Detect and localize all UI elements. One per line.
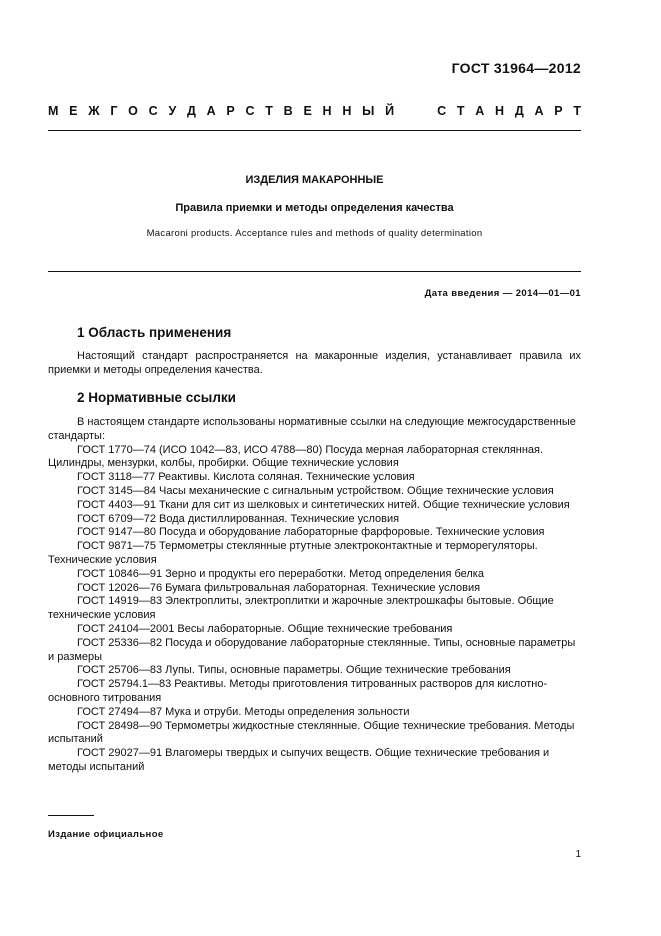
heading-letter: С xyxy=(148,104,158,118)
heading-letter: Е xyxy=(303,104,312,118)
reference-item: ГОСТ 29027—91 Влагомеры твердых и сыпучих веществ. Общие технические требования и методы испытаний xyxy=(48,747,550,773)
reference-item: ГОСТ 25794.1—83 Реактивы. Методы приготовления титрованных растворов для кислотно-основного титрования xyxy=(48,678,548,704)
reference-item: ГОСТ 4403—91 Ткани для сит из шелковых и синтетических нитей. Общие технические условия xyxy=(77,498,570,511)
heading-letter: Ж xyxy=(88,104,100,118)
heading-letter: Д xyxy=(514,104,524,118)
section-1-heading: 1 Область применения xyxy=(77,325,232,340)
page-number: 1 xyxy=(575,849,581,860)
heading-letter: А xyxy=(206,104,216,118)
heading-letter: Г xyxy=(110,104,118,118)
heading-letter: Р xyxy=(554,104,563,118)
reference-item: ГОСТ 14919—83 Электроплиты, электроплитки и жарочные электрошкафы бытовые. Общие технические условия xyxy=(48,595,554,622)
introduction-date: Дата введения — 2014—01—01 xyxy=(424,288,581,299)
reference-item: ГОСТ 1770—74 (ИСО 1042—83, ИСО 4788—80) Посуда мерная лабораторная стеклянная. Цилиндры, мензурки, колбы, пробирки. Общие технические условия xyxy=(48,443,544,470)
heading-letter: У xyxy=(168,104,177,118)
reference-item: ГОСТ 3118—77 Реактивы. Кислота соляная. Технические условия xyxy=(77,471,415,484)
heading-letter: Е xyxy=(69,104,78,118)
heading-letter: А xyxy=(534,104,544,118)
heading-letter: А xyxy=(475,104,485,118)
heading-letter: Н xyxy=(342,104,352,118)
reference-item: ГОСТ 27494—87 Мука и отруби. Методы определения зольности xyxy=(77,705,410,718)
heading-letter: Т xyxy=(573,104,581,118)
section-2-heading: 2 Нормативные ссылки xyxy=(77,390,236,405)
reference-item: ГОСТ 9871—75 Термометры стеклянные ртутные электроконтактные и терморегуляторы. Технические условия xyxy=(48,540,538,566)
footer-divider xyxy=(48,815,94,816)
reference-item: ГОСТ 24104—2001 Весы лабораторные. Общие технические требования xyxy=(77,622,453,635)
reference-item: ГОСТ 3145—84 Часы механические с сигнальным устройством. Общие технические условия xyxy=(77,484,554,497)
english-title: Macaroni products. Acceptance rules and methods of quality determination xyxy=(146,228,483,239)
heading-letter: О xyxy=(128,104,138,118)
heading-letter: Н xyxy=(322,104,332,118)
heading-letter: В xyxy=(283,104,293,118)
document-title: ИЗДЕЛИЯ МАКАРОННЫЕ xyxy=(245,174,384,186)
title-divider xyxy=(48,271,581,272)
reference-item: ГОСТ 25336—82 Посуда и оборудование лабораторные стеклянные. Типы, основные параметры и размеры xyxy=(48,636,576,663)
document-code: ГОСТ 31964—2012 xyxy=(451,60,581,76)
heading-letter: Ы xyxy=(362,104,375,118)
reference-item: ГОСТ 25706—83 Лупы. Типы, основные параметры. Общие технические требования xyxy=(77,664,511,677)
heading-letter: Т xyxy=(265,104,273,118)
heading-letter: Й xyxy=(385,104,395,118)
reference-item: ГОСТ 28498—90 Термометры жидкостные стеклянные. Общие технические требования. Методы испытаний xyxy=(48,719,575,746)
heading-letter: Д xyxy=(186,104,196,118)
section-1-paragraph: Настоящий стандарт распространяется на макаронные изделия, устанавливает правила их приемки и методы определения качества. xyxy=(48,350,581,376)
interstate-standard-heading xyxy=(48,104,581,118)
heading-letter: Т xyxy=(456,104,465,118)
reference-item: ГОСТ 9147—80 Посуда и оборудование лабораторные фарфоровые. Технические условия xyxy=(77,526,545,539)
reference-item: ГОСТ 6709—72 Вода дистиллированная. Технические условия xyxy=(77,512,400,525)
official-edition-label: Издание официальное xyxy=(48,829,164,840)
heading-letter: М xyxy=(48,104,59,118)
reference-item: ГОСТ 12026—76 Бумага фильтровальная лабораторная. Технические условия xyxy=(77,581,481,594)
heading-letter: Н xyxy=(495,104,505,118)
heading-letter: С xyxy=(245,104,255,118)
document-subtitle: Правила приемки и методы определения качества xyxy=(175,202,454,214)
heading-letter: С xyxy=(437,104,447,118)
header-divider xyxy=(48,130,581,131)
heading-letter: Р xyxy=(226,104,235,118)
section-1-text xyxy=(48,350,581,378)
reference-item: ГОСТ 10846—91 Зерно и продукты его переработки. Метод определения белка xyxy=(77,567,484,580)
references-intro: В настоящем стандарте использованы нормативные ссылки на следующие межгосударственные стандарты: xyxy=(48,416,576,442)
references-list xyxy=(48,416,581,775)
